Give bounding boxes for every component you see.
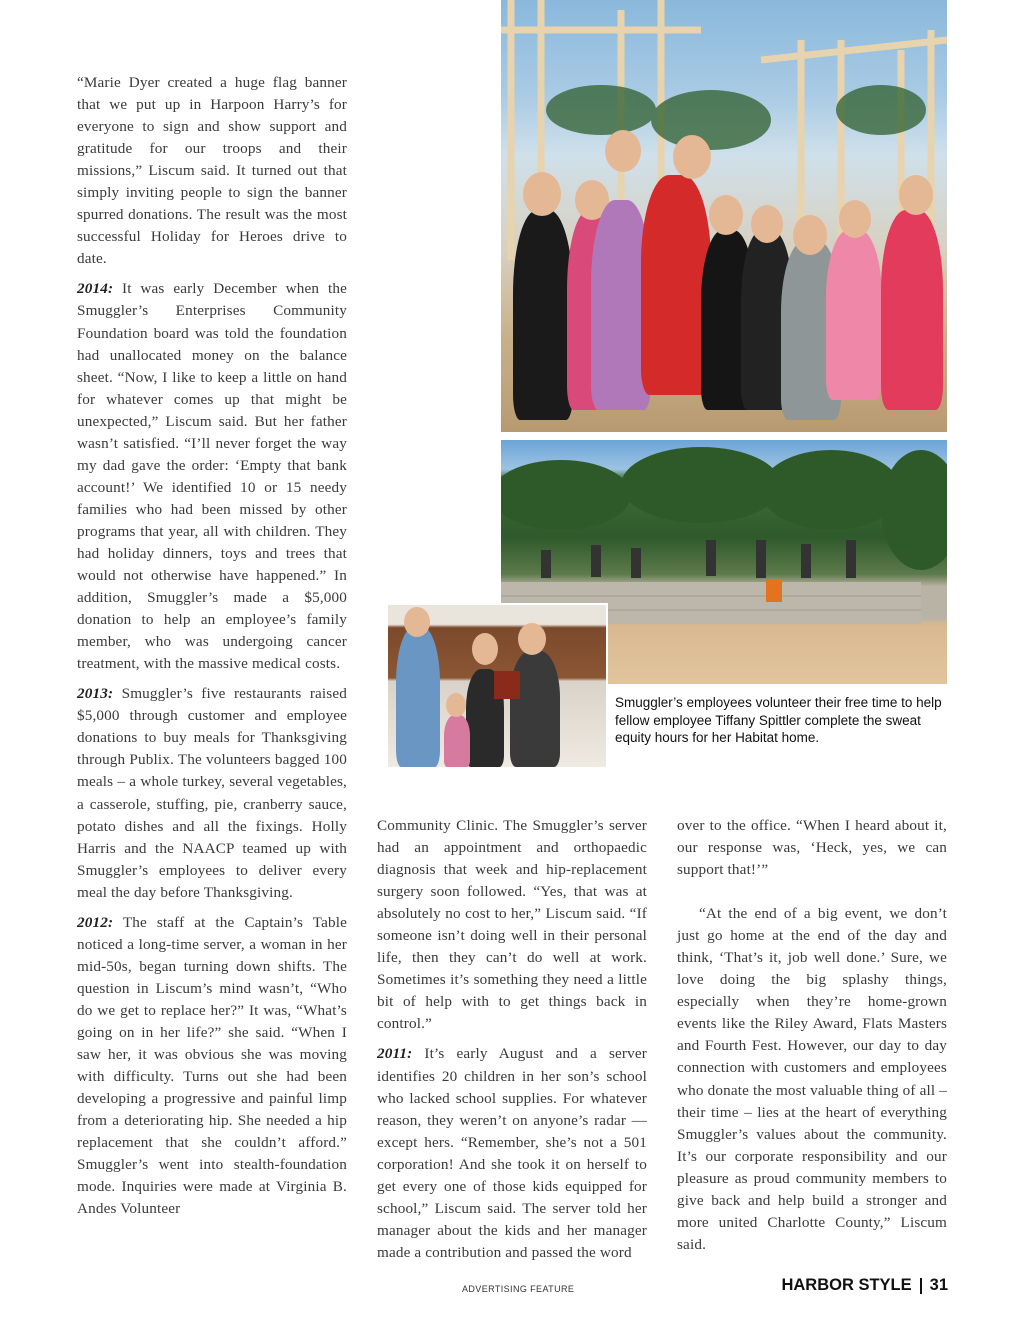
year-2014: 2014:	[77, 280, 114, 298]
paragraph-2012-text: The staff at the Captain’s Table noticed a long-time server, a woman in her mid-50s, began turning down shifts. The question in Liscum’s mind wasn’t, “Who do we get to replace her?” It was, “What’s going on in her life?” she said. “When I saw her, it was obvious she was moving with difficulty. Turns out she had been developing a progressive and painful limp from a deteriorating hip. She needed a hip replacement that she couldn’t afford.” Smuggler’s went into stealth-foundation mode. Inquiries were made at Virginia B. Andes Volunteer	[77, 913, 347, 1218]
page-footer	[781, 1276, 948, 1295]
article-column-3	[677, 815, 947, 1264]
year-2011: 2011:	[377, 1045, 413, 1063]
year-2013: 2013:	[77, 685, 114, 703]
check-presentation-photo	[386, 603, 608, 769]
paragraph-2014	[77, 278, 347, 675]
paragraph-2011-text: It’s early August and a server identifies 20 children in her son’s school who lacked school supplies. For whatever reason, they weren’t on anyone’s radar — except hers. “Remember, she’s not a 501 corporation! And she took it on herself to get every one of those kids equipped for school,” Liscum said. The server told her manager about the kids and her manager made a contribution and passed the word	[377, 1045, 647, 1261]
paragraph-community-clinic: Community Clinic. The Smuggler’s server had an appointment and orthopaedic diagnosis that week and hip-replacement surgery soon followed. “Yes, that was at absolutely no cost to her,” Liscum said. “If someone isn’t doing well in their personal life, then they can’t do well at work. Sometimes it’s something they need a little bit of help with to get things back in control.”	[377, 817, 647, 1033]
year-2012: 2012:	[77, 913, 114, 931]
footer-divider	[920, 1278, 922, 1294]
paragraph-2011	[377, 1043, 647, 1263]
magazine-name: HARBOR STYLE	[781, 1276, 912, 1294]
article-column-2	[377, 815, 647, 1272]
article-column-1	[77, 72, 347, 1228]
paragraph-2014-text: It was early December when the Smuggler’s Enterprises Community Foundation board was told the foundation had unallocated money on the balance sheet. “Now, I like to keep a little on hand for whatever comes up that might be unexpected,” Liscum said. But her father wasn’t satisfied. “I’ll never forget the way my dad gave the order: ‘Empty that bank account!’ We identified 10 or 15 needy families who had been missed by other programs that year, all with children. They had holiday dinners, toys and trees that would not otherwise have happened.” In addition, Smuggler’s made a $5,000 donation to help an employee’s family member, who was undergoing cancer treatment, with the massive medical costs.	[77, 280, 347, 673]
paragraph-2012	[77, 912, 347, 1221]
volunteers-group-photo	[501, 0, 947, 432]
paragraph-2013	[77, 683, 347, 903]
paragraph-marie-dyer: “Marie Dyer created a huge flag banner that we put up in Harpoon Harry’s for everyone to sign and show support and gratitude for our troops and their missions,” Liscum said. It turned out that simply inviting people to sign the banner spurred donations. The result was the most successful Holiday for Heroes drive to date.	[77, 74, 347, 268]
photo-caption: Smuggler’s employees volunteer their free time to help fellow employee Tiffany Spittler complete the sweat equity hours for her Habitat home.	[615, 695, 942, 746]
advertising-feature-label: ADVERTISING FEATURE	[462, 1284, 575, 1294]
page-number: 31	[929, 1276, 948, 1294]
paragraph-office-response: over to the office. “When I heard about it, our response was, ‘Heck, yes, we can support that!’”	[677, 817, 947, 879]
paragraph-2013-text: Smuggler’s five restaurants raised $5,000 through customer and employee donations to buy meals for Thanksgiving through Publix. The volunteers bagged 100 meals – a whole turkey, several vegetables, a casserole, stuffing, pie, cranberry sauce, potato dishes and all the fixings. Holly Harris and the NAACP teamed up with Smuggler’s employees to deliver every meal the day before Thanksgiving.	[77, 685, 347, 901]
paragraph-end-of-event: “At the end of a big event, we don’t just go home at the end of the day and think, ‘That’s it, job well done.’ Sure, we love doing the big splashy things, especially when they’re home-grown events like the Riley Award, Flats Masters and Fourth Fest. However, our day to day connection with customers and employees who donate the most valuable thing of all – their time – lies at the heart of everything Smuggler’s values about the community. It’s our corporate responsibility and our pleasure as proud community members to give back and help build a stronger and more united Charlotte County,” Liscum said.	[677, 905, 947, 1253]
